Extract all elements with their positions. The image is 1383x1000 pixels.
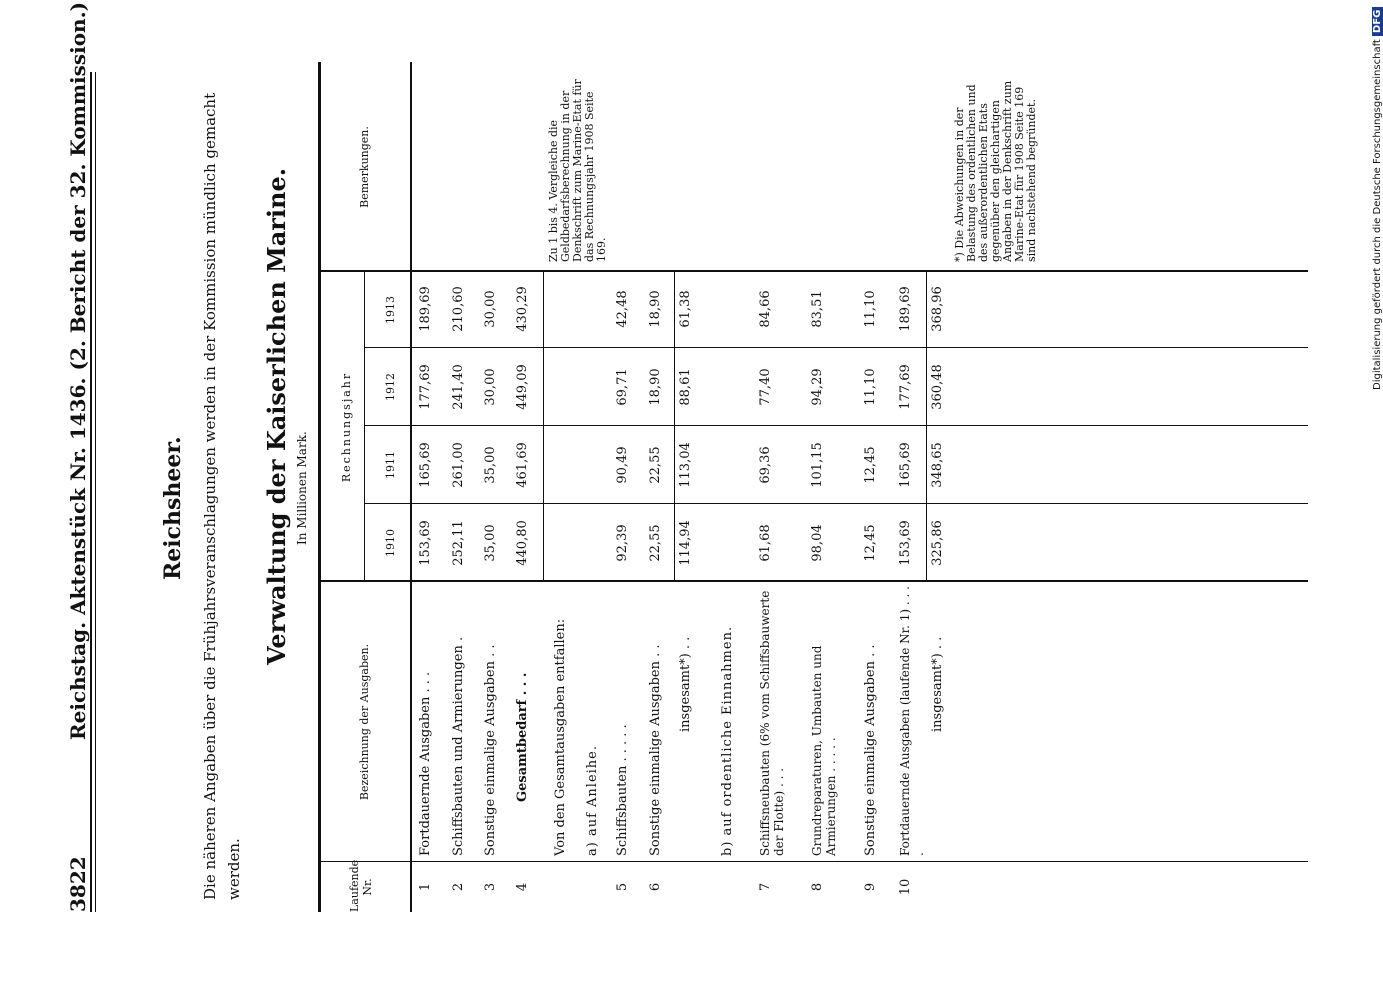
total-rule (543, 272, 544, 582)
row-description: Schiffsbauten . . . . . (615, 724, 630, 856)
dfg-logo: DFG (1372, 7, 1383, 36)
value-cell: 261,00 (451, 442, 466, 488)
row-number: 3 (483, 882, 498, 892)
remark-1: Zu 1 bis 4. Vergleiche die Geldbedarfsberechnung in der Denkschrift zum Marine-Etat für das Rechnungsjahr 1908 Seite 169. (547, 79, 608, 262)
value-cell: 94,29 (810, 368, 825, 406)
value-cell: 90,49 (615, 446, 630, 484)
subtotal-rule (674, 272, 675, 582)
row-description: insgesamt*) . . (678, 636, 693, 732)
value-cell: 42,48 (615, 290, 630, 328)
credit-text: Digitalisierung gefördert durch die Deutsche Forschungsgemeinschaft (1372, 39, 1383, 390)
header-year-1911: 1911 (384, 451, 397, 479)
value-cell: 35,00 (483, 446, 498, 484)
value-cell: 189,69 (418, 286, 433, 332)
value-cell: 210,60 (451, 286, 466, 332)
row-number: 5 (615, 882, 630, 892)
row-number: 2 (451, 882, 466, 892)
row-description: Fortdauernde Ausgaben . . . (418, 671, 433, 856)
table-top-rule (318, 62, 321, 912)
header-year-group: Rechnungsjahr (340, 371, 353, 483)
value-cell: 88,61 (678, 368, 693, 406)
expenditure-table (318, 62, 1308, 912)
value-cell: 114,94 (678, 520, 693, 566)
value-cell: 69,36 (758, 446, 773, 484)
row-description: Gesamtbedarf . . . (515, 672, 530, 802)
header-year-1910: 1910 (384, 529, 397, 557)
value-cell: 83,51 (810, 290, 825, 328)
row-description: Fortdauernde Ausgaben (laufende Nr. 1) . . . . (898, 586, 926, 856)
header-year-1913: 1913 (384, 296, 397, 324)
year-group-rule (364, 272, 365, 582)
value-cell: 177,69 (418, 364, 433, 410)
value-cell: 252,11 (451, 520, 466, 566)
value-cell: 61,38 (678, 290, 693, 328)
value-cell: 177,69 (898, 364, 913, 410)
row-number: 4 (515, 882, 530, 892)
value-cell: 22,55 (648, 524, 663, 562)
value-cell: 360,48 (930, 364, 945, 410)
page-number: 3822 (66, 856, 90, 912)
value-cell: 98,04 (810, 524, 825, 562)
row-number: 9 (863, 882, 878, 892)
intro-text: Die näheren Angaben über die Frühjahrsveranschlagungen werden in der Kommission mündlich gemacht werden. (201, 92, 243, 900)
value-cell: 11,10 (863, 368, 878, 406)
value-cell: 153,69 (418, 520, 433, 566)
value-cell: 22,55 (648, 446, 663, 484)
value-cell: 18,90 (648, 290, 663, 328)
value-cell: 101,15 (810, 442, 825, 488)
value-cell: 241,40 (451, 364, 466, 410)
header-desc: Bezeichnung der Ausgaben. (358, 643, 371, 801)
running-head: Reichstag. Aktenstück Nr. 1436. (2. Bericht der 32. Kommission.) (66, 1, 90, 740)
row-number: 10 (898, 878, 913, 896)
row-number: 6 (648, 882, 663, 892)
value-cell: 348,65 (930, 442, 945, 488)
row-number: 8 (810, 882, 825, 892)
unit-note: In Millionen Mark. (295, 431, 309, 545)
row-description: a) auf Anleihe. (585, 745, 600, 856)
row-number: 7 (758, 882, 773, 892)
value-cell: 30,00 (483, 290, 498, 328)
header-no: Laufende Nr. (348, 859, 374, 912)
value-cell: 77,40 (758, 368, 773, 406)
row-description: Schiffsneubauten (6% vom Schiffsbauwerte der Flotte) . . . (758, 590, 786, 856)
value-cell: 368,96 (930, 286, 945, 332)
value-cell: 440,80 (515, 520, 530, 566)
value-cell: 461,69 (515, 442, 530, 488)
row-number: 1 (418, 882, 433, 892)
value-cell: 153,69 (898, 520, 913, 566)
main-title: Verwaltung der Kaiserlichen Marine. (262, 167, 291, 665)
row-description: Sonstige einmalige Ausgaben . . (648, 644, 663, 856)
header-rule (90, 72, 96, 912)
value-cell: 449,09 (515, 364, 530, 410)
col-divider (364, 503, 1308, 504)
value-cell: 61,68 (758, 524, 773, 562)
col-divider (364, 425, 1308, 426)
row-description: Grundreparaturen, Umbauten und Armierungen . . . . . (810, 645, 838, 856)
value-cell: 18,90 (648, 368, 663, 406)
header-year-1912: 1912 (384, 373, 397, 401)
remark-2: *) Die Abweichungen in der Belastung des ordentlichen und des außerordentlichen Etats gegenüber den gleichartigen Angaben in der Denkschrift zum Marine-Etat für 1908 Seite 169 sind nachstehend begründet. (953, 80, 1038, 262)
row-description: b) auf ordentliche Einnahmen. (720, 625, 735, 856)
value-cell: 35,00 (483, 524, 498, 562)
header-bottom-rule (410, 62, 412, 912)
subtotal-rule (926, 272, 927, 582)
value-cell: 84,66 (758, 290, 773, 328)
row-description: insgesamt*) . . (930, 636, 945, 732)
digitization-credit (1372, 7, 1383, 390)
section-title: Reichsheer. (160, 436, 186, 580)
value-cell: 11,10 (863, 290, 878, 328)
row-description: Sonstige einmalige Ausgaben . . (483, 644, 498, 856)
value-cell: 30,00 (483, 368, 498, 406)
row-description: Sonstige einmalige Ausgaben . . (863, 644, 878, 856)
value-cell: 430,29 (515, 286, 530, 332)
value-cell: 92,39 (615, 524, 630, 562)
value-cell: 12,45 (863, 524, 878, 562)
row-description: Schiffsbauten und Armierungen . (451, 636, 466, 856)
value-cell: 189,69 (898, 286, 913, 332)
header-remarks: Bemerkungen. (358, 126, 371, 208)
value-cell: 165,69 (898, 442, 913, 488)
col-divider (364, 347, 1308, 348)
value-cell: 325,86 (930, 520, 945, 566)
value-cell: 12,45 (863, 446, 878, 484)
row-description: Von den Gesamtausgaben entfallen: (553, 618, 568, 856)
value-cell: 69,71 (615, 368, 630, 406)
value-cell: 113,04 (678, 442, 693, 488)
value-cell: 165,69 (418, 442, 433, 488)
